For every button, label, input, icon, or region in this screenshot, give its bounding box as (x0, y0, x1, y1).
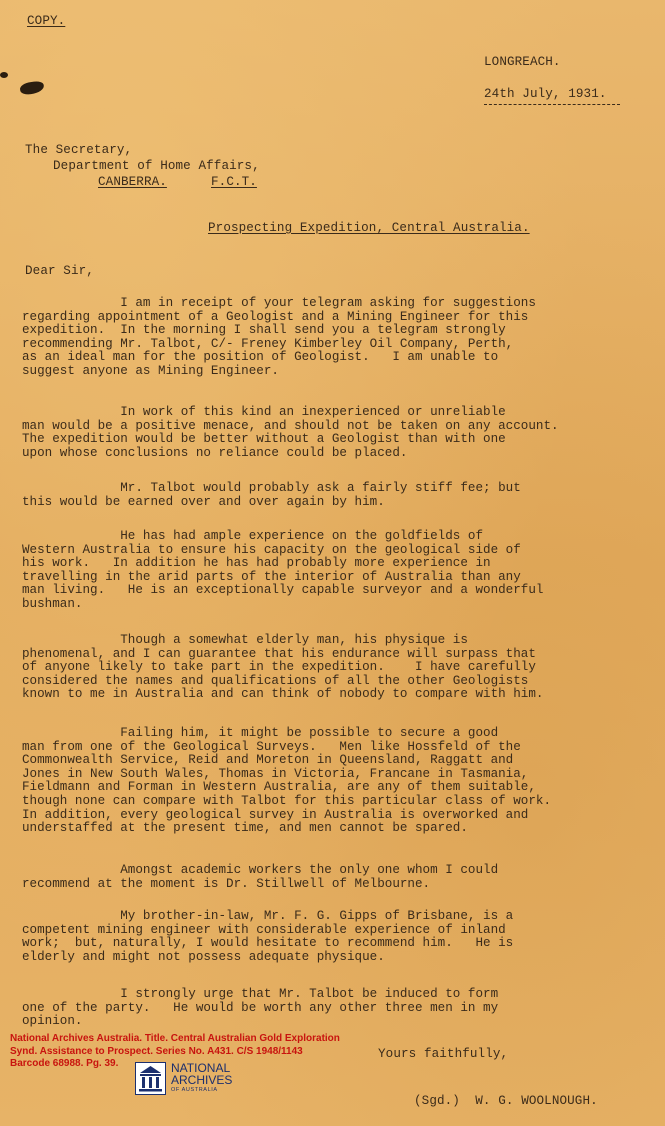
paragraph-4: He has had ample experience on the goldfields of Western Australia to ensure his capacity on the geological side of his work. In addition he has had probably more experience in travelling in the arid parts of the interior of Australia than any man living. He is an exceptionally capable surveyor and a wonderful bushman. (22, 529, 544, 611)
ink-blot (19, 80, 44, 95)
national-archives-building-icon (135, 1062, 166, 1095)
ink-blot-edge (0, 72, 8, 78)
date-underline (484, 104, 620, 105)
addressee-line2: Department of Home Affairs, (53, 159, 260, 173)
archive-citation: National Archives Australia. Title. Central Australian Gold Exploration Synd. Assistance to Prospect. Series No. A431. C/S 1948/1143 Barcode 68988. Pg. 39. (10, 1033, 340, 1069)
paragraph-2: In work of this kind an inexperienced or unreliable man would be a positive menace, and should not be taken on any account. The expedition would be better without a Geologist than with one upon whose conclusions no reliance could be placed. (22, 405, 559, 460)
letter-place: LONGREACH. (484, 55, 561, 69)
paragraph-1: I am in receipt of your telegram asking for suggestions regarding appointment of a Geologist and a Mining Engineer for this expedition. In the morning I shall send you a telegram strongly recommending Mr. Talbot, C/- Freney Kimberley Oil Company, Perth, as an ideal man for the position of Geologist. I am unable to suggest anyone as Mining Engineer. (22, 296, 536, 378)
logo-text-national: NATIONAL (171, 1061, 231, 1075)
paragraph-9: I strongly urge that Mr. Talbot be induced to form one of the party. He would be worth any other three men in my opinion. (22, 987, 499, 1029)
logo-text-archives: ARCHIVES (171, 1073, 233, 1087)
letter-signature: (Sgd.) W. G. WOOLNOUGH. (414, 1094, 598, 1108)
addressee-city: CANBERRA. (98, 175, 167, 189)
copy-mark: COPY. (27, 14, 66, 28)
letter-date: 24th July, 1931. (484, 87, 607, 101)
paragraph-5: Though a somewhat elderly man, his physique is phenomenal, and I can guarantee that his endurance will surpass that of anyone likely to take part in the expedition. I have carefully considered the names and qualifications of all the other Geologists known to me in Australia and can think of nobody to compare with him. (22, 633, 544, 702)
paragraph-8: My brother-in-law, Mr. F. G. Gipps of Brisbane, is a competent mining engineer with considerable experience of inland work; but, naturally, I would hesitate to recommend him. He is elderly and might not possess adequate physique. (22, 909, 514, 964)
addressee-territory: F.C.T. (211, 175, 257, 189)
logo-text-australia: OF AUSTRALIA (171, 1087, 218, 1093)
addressee-line1: The Secretary, (25, 143, 133, 157)
paragraph-6: Failing him, it might be possible to secure a good man from one of the Geological Surveys. Men like Hossfeld of the Commonwealth Service, Reid and Moreton in Queensland, Raggatt and Jones in New South Wales, Thomas in Victoria, Francane in Tasmania, Fieldmann and Forman in Western Australia, are any of them suitable, though none can compare with Talbot for this particular class of work. In addition, every geological survey in Australia is overworked and understaffed at the present time, and men cannot be spared. (22, 726, 552, 836)
paragraph-3: Mr. Talbot would probably ask a fairly stiff fee; but this would be earned over and over again by him. (22, 481, 521, 509)
paragraph-7: Amongst academic workers the only one whom I could recommend at the moment is Dr. Stillwell of Melbourne. (22, 863, 499, 891)
letter-closing: Yours faithfully, (378, 1047, 509, 1061)
letter-subject: Prospecting Expedition, Central Australia. (208, 221, 530, 235)
salutation: Dear Sir, (25, 264, 94, 278)
national-archives-logo (135, 1062, 247, 1096)
